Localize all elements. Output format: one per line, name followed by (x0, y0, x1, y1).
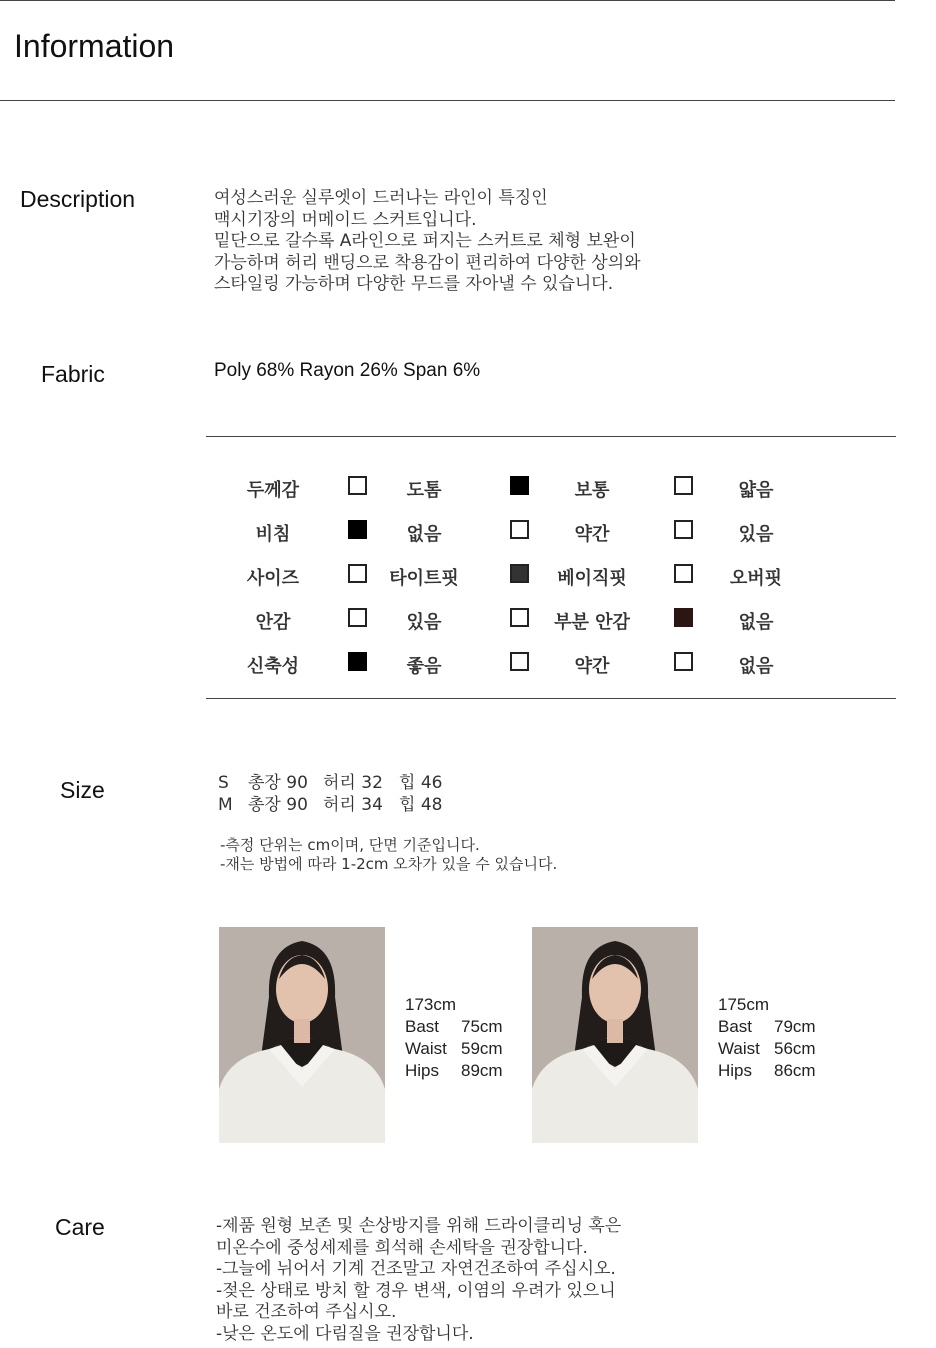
option-label: 없음 (738, 612, 774, 633)
care-text: -제품 원형 보존 및 손상방지를 위해 드라이클리닝 혹은 미온수에 중성세제를 희석해 손세탁을 권장합니다. -그늘에 뉘어서 기계 건조말고 자연건조하여 주십시오. -젖은 상태로 방치 할 경우 변색, 이염의 우려가 있으니 바로 건조하여 주십시오. -낮은 온도에 다림질을 권장합니다. (216, 1216, 622, 1344)
stat-value: 59cm (461, 1039, 503, 1058)
option-label: 얇음 (738, 480, 774, 501)
fabric-composition: Poly 68% Rayon 26% Span 6% (214, 360, 481, 381)
model-height: 175cm (718, 995, 770, 1014)
stat-value: 75cm (461, 1017, 503, 1036)
size-length: 총장 90 (248, 795, 308, 815)
checkbox-lining-yes (348, 608, 367, 627)
page-title: Information (14, 28, 175, 64)
model-waist (718, 1038, 816, 1060)
attribute-table-bottom-border (206, 698, 896, 699)
stat-value: 86cm (774, 1061, 816, 1080)
option-label: 좋음 (406, 656, 442, 677)
option-label: 보통 (574, 480, 610, 501)
stat-value: 89cm (461, 1061, 503, 1080)
size-row-m (218, 794, 442, 816)
attribute-label: 비침 (255, 524, 291, 545)
description-label: Description (20, 186, 136, 212)
size-notes: -측정 단위는 cm이며, 단면 기준입니다. -재는 방법에 따라 1-2cm 오차가 있을 수 있습니다. (220, 836, 558, 873)
header-divider (0, 100, 895, 101)
size-waist: 허리 32 (323, 773, 383, 793)
option-label: 있음 (738, 524, 774, 545)
option-label: 없음 (406, 524, 442, 545)
checkbox-fit-over (674, 564, 693, 583)
stat-value: 56cm (774, 1039, 816, 1058)
size-name: S (218, 773, 229, 793)
attribute-label: 두께감 (246, 480, 300, 501)
checkbox-sheer-yes (674, 520, 693, 539)
attribute-row-stretch (206, 642, 896, 682)
checkbox-thickness-thin (674, 476, 693, 495)
checkbox-stretch-slight (510, 652, 529, 671)
size-length: 총장 90 (248, 773, 308, 793)
size-name: M (218, 795, 233, 815)
stat-key: Hips (405, 1061, 440, 1080)
top-divider (0, 0, 895, 1)
model-photo-2 (532, 927, 698, 1143)
option-label: 타이트핏 (389, 568, 459, 589)
stat-key: Bast (718, 1017, 753, 1036)
size-hip: 힙 48 (399, 795, 443, 815)
model-hips (405, 1060, 503, 1082)
attribute-row-sheerness (206, 510, 896, 550)
model-hips (718, 1060, 816, 1082)
attribute-label: 신축성 (246, 656, 300, 677)
model-bast (405, 1016, 503, 1038)
checkbox-sheer-slight (510, 520, 529, 539)
attribute-label: 사이즈 (246, 568, 300, 589)
option-label: 약간 (574, 656, 610, 677)
stat-value: 79cm (774, 1017, 816, 1036)
model-stats-1 (405, 994, 503, 1082)
stat-key: Bast (405, 1017, 440, 1036)
option-label: 없음 (738, 656, 774, 677)
size-table (218, 772, 442, 816)
model-waist (405, 1038, 503, 1060)
stat-key: Waist (405, 1039, 447, 1058)
checkbox-thickness-normal (510, 476, 529, 495)
checkbox-stretch-none (674, 652, 693, 671)
attribute-label: 안감 (255, 612, 291, 633)
size-waist: 허리 34 (323, 795, 383, 815)
option-label: 약간 (574, 524, 610, 545)
option-label: 오버핏 (729, 568, 783, 589)
care-label: Care (55, 1214, 105, 1240)
model-stats-2 (718, 994, 816, 1082)
size-label: Size (60, 777, 105, 803)
attribute-row-lining (206, 598, 896, 638)
model-photo-1 (219, 927, 385, 1143)
attribute-table-top-border (206, 436, 896, 437)
size-row-s (218, 772, 442, 794)
attribute-row-thickness (206, 466, 896, 506)
stat-key: Hips (718, 1061, 753, 1080)
option-label: 베이직핏 (557, 568, 627, 589)
attribute-table (206, 436, 896, 699)
checkbox-fit-tight (348, 564, 367, 583)
checkbox-fit-basic (510, 564, 529, 583)
size-hip: 힙 46 (399, 773, 443, 793)
option-label: 부분 안감 (554, 612, 630, 633)
fabric-label: Fabric (41, 361, 105, 387)
checkbox-lining-partial (510, 608, 529, 627)
attribute-row-fit (206, 554, 896, 594)
option-label: 있음 (406, 612, 442, 633)
model-bast (718, 1016, 816, 1038)
model-height: 173cm (405, 995, 457, 1014)
checkbox-sheer-none (348, 520, 367, 539)
description-text: 여성스러운 실루엣이 드러나는 라인이 특징인 맥시기장의 머메이드 스커트입니다. 밑단으로 갈수록 A라인으로 퍼지는 스커트로 체형 보완이 가능하며 허리 밴딩으로 착용감이 편리하여 다양한 상의와 스타일링 가능하며 다양한 무드를 자아낼 수 있습니다. (214, 188, 641, 294)
checkbox-lining-none (674, 608, 693, 627)
checkbox-stretch-good (348, 652, 367, 671)
stat-key: Waist (718, 1039, 760, 1058)
checkbox-thickness-thick (348, 476, 367, 495)
option-label: 도톰 (406, 480, 442, 501)
